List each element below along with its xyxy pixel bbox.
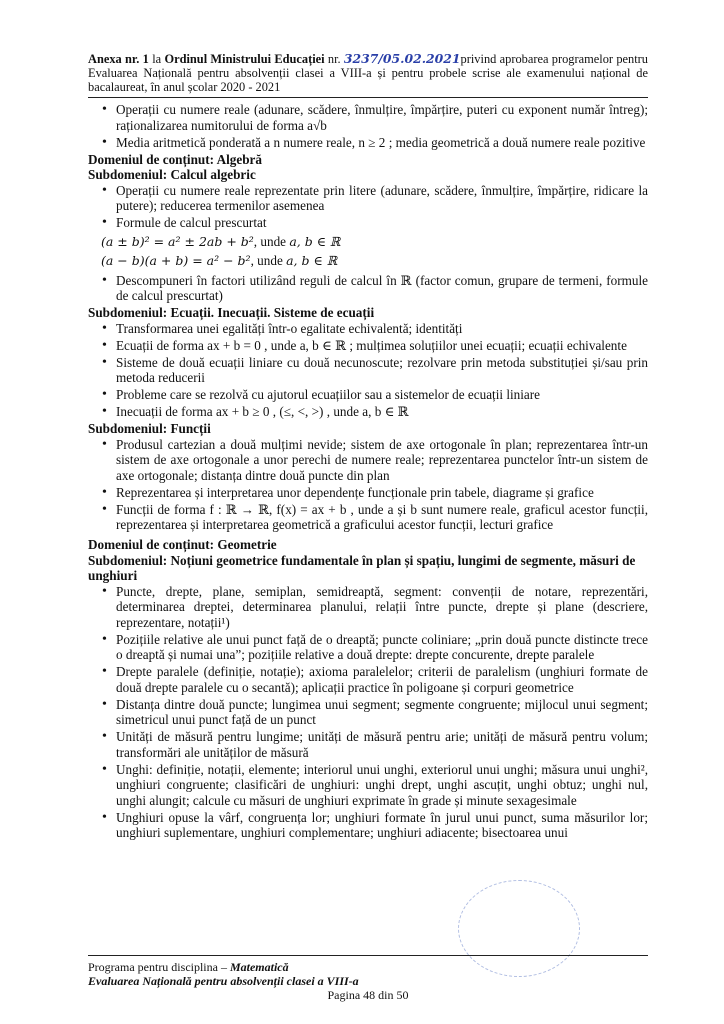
- list-item: • Formule de calcul prescurtat: [101, 215, 648, 231]
- formula-difference: (a − b)(a + b) = a² − b²: [101, 253, 251, 268]
- footer-exam-line: Evaluarea Națională pentru absolvenții clasei a VIII-a: [88, 974, 359, 988]
- list-item: • Operații cu numere reale (adunare, scădere, înmulțire, împărțire, puteri cu exponent număr întreg); raționalizarea numitorului de forma a√b: [101, 102, 648, 133]
- section-heading-algebra: Domeniul de conținut: Algebră: [88, 151, 263, 167]
- subsection-heading-calc: Subdomeniul: Calcul algebric: [88, 167, 256, 182]
- subsection-heading-functions: Subdomeniul: Funcții: [88, 421, 211, 436]
- formula-line: (a ± b)² = a² ± 2ab + b², unde a, b ∈ ℝ: [101, 233, 341, 249]
- list-item: • Reprezentarea și interpretarea unor dependențe funcționale prin tabele, diagrame și grafice: [101, 485, 648, 501]
- list-item: • Probleme care se rezolvă cu ajutorul ecuațiilor sau a sistemelor de ecuații liniare: [101, 387, 648, 403]
- section-heading-geometry: Domeniul de conținut: Geometrie: [88, 537, 277, 552]
- subsection-heading-geometry: Subdomeniul: Noțiuni geometrice fundamentale în plan și spațiu, lungimi de segmente, măsuri de unghiuri: [88, 552, 636, 583]
- calc-list: [101, 183, 648, 231]
- footer-program-line: Programa pentru disciplina – Matematică: [88, 960, 289, 974]
- list-item: • Puncte, drepte, plane, semiplan, semidreaptă, segment: convenții de notare, reprezentări, determinarea dreptei, determinarea planului, relații între puncte, drepte și plane (descriere, reprezentare, notații¹): [101, 584, 648, 631]
- formula-square: (a ± b)² = a² ± 2ab + b²: [101, 233, 254, 249]
- list-item: • Descompuneri în factori utilizând reguli de calcul în ℝ (factor comun, grupare de termeni, formule de calcul prescurtat): [101, 273, 648, 304]
- list-item: • Sisteme de două ecuații liniare cu două necunoscute; rezolvare prin metoda substituției și/sau prin metoda reducerii: [101, 355, 648, 386]
- handwritten-order-number: 3237/05.02.2021: [343, 51, 461, 66]
- document-footer: [88, 960, 648, 1002]
- document-header: Anexa nr. 1 la Ordinul Ministrului Educației nr. 3237/05.02.2021privind aprobarea programelor pentru Evaluarea Națională pentru absolvenții clasei a VIII-a și pentru probele scrise ale examenului național de bacalaureat, în anul școlar 2020 - 2021: [88, 51, 648, 94]
- page-number: Pagina 48 din 50: [327, 988, 409, 1002]
- formula-line: (a − b)(a + b) = a² − b², unde a, b ∈ ℝ: [101, 253, 338, 268]
- header-description: privind aprobarea programelor pentru Evaluarea Națională pentru absolvenții clasei a VIII-a și pentru probele scrise ale examenului național de bacalaureat, în anul școlar 2020 - 2021: [88, 52, 648, 94]
- list-item: • Inecuații de forma ax + b ≥ 0 , (≤, <, >) , unde a, b ∈ ℝ: [101, 404, 648, 420]
- list-item: • Distanța dintre două puncte; lungimea unui segment; segmente congruente; mijlocul unui segment; simetricul unui punct față de un punct: [101, 697, 648, 728]
- subsection-heading-equations: Subdomeniul: Ecuații. Inecuații. Sisteme de ecuații: [88, 305, 375, 320]
- list-item: • Drepte paralele (definiție, notație); axioma paralelelor; criterii de paralelism (unghiuri formate de două drepte paralele cu o secantă); aplicații practice în poligoane și corpuri geometrice: [101, 664, 648, 695]
- annex-label: Anexa nr. 1: [88, 52, 149, 66]
- functions-list: [101, 437, 648, 533]
- list-item: • Unghiuri opuse la vârf, congruența lor; unghiuri formate în jurul unui punct, suma măsurilor lor; unghiuri suplementare, unghiuri complementare; unghiuri adiacente; bisectoarea unui: [101, 810, 648, 841]
- list-item: • Ecuații de forma ax + b = 0 , unde a, b ∈ ℝ ; mulțimea soluțiilor unei ecuații; ecuații echivalente: [101, 338, 648, 354]
- intro-list: [101, 102, 648, 150]
- list-item: • Produsul cartezian a două mulțimi nevide; sistem de axe ortogonale în plan; reprezentarea într-un sistem de axe ortogonale a unor perechi de numere reale; reprezentarea punctelor într-un sistem de axe ortogonale; distanța dintre două puncte din plan: [101, 437, 648, 484]
- order-label: Ordinul Ministrului Educației: [164, 52, 325, 66]
- header-divider: [88, 97, 648, 98]
- list-item: • Operații cu numere reale reprezentate prin litere (adunare, scădere, înmulțire, împărțire, ridicare la putere); reducerea termenilor asemenea: [101, 183, 648, 214]
- page-content: [88, 102, 648, 842]
- list-item: • Unghi: definiție, notații, elemente; interiorul unui unghi, exteriorul unui unghi; măsura unui unghi², unghiuri congruente; clasificări de unghiuri: unghi drept, unghi ascuțit, unghi obtuz; unghi nul, unghi alungit; calcule cu măsuri de unghiuri exprimate în grade și minute sexagesimale: [101, 762, 648, 809]
- list-item: • Media aritmetică ponderată a n numere reale, n ≥ 2 ; media geometrică a două numere reale pozitive: [101, 135, 648, 151]
- geometry-list: [101, 584, 648, 841]
- list-item: • Pozițiile relative ale unui punct față de o dreaptă; puncte coliniare; „prin două puncte distincte trece o dreaptă și numai una”; pozițiile relative a două drepte: drepte concurente, drepte paralele: [101, 632, 648, 663]
- footer-divider: [88, 955, 648, 956]
- list-item: • Transformarea unei egalități într-o egalitate echivalentă; identități: [101, 321, 648, 337]
- footer-subject: Matematică: [229, 960, 289, 974]
- list-item: • Funcții de forma f : ℝ → ℝ, f(x) = ax + b , unde a și b sunt numere reale, graficul acestor funcții, reprezentarea și interpretarea geometrică a graficului acestor funcții, lecturi grafice: [101, 502, 648, 533]
- equations-list: [101, 321, 648, 420]
- list-item: • Unități de măsură pentru lungime; unități de măsură pentru arie; unități de măsură pentru volum; transformări ale unităților de măsură: [101, 729, 648, 760]
